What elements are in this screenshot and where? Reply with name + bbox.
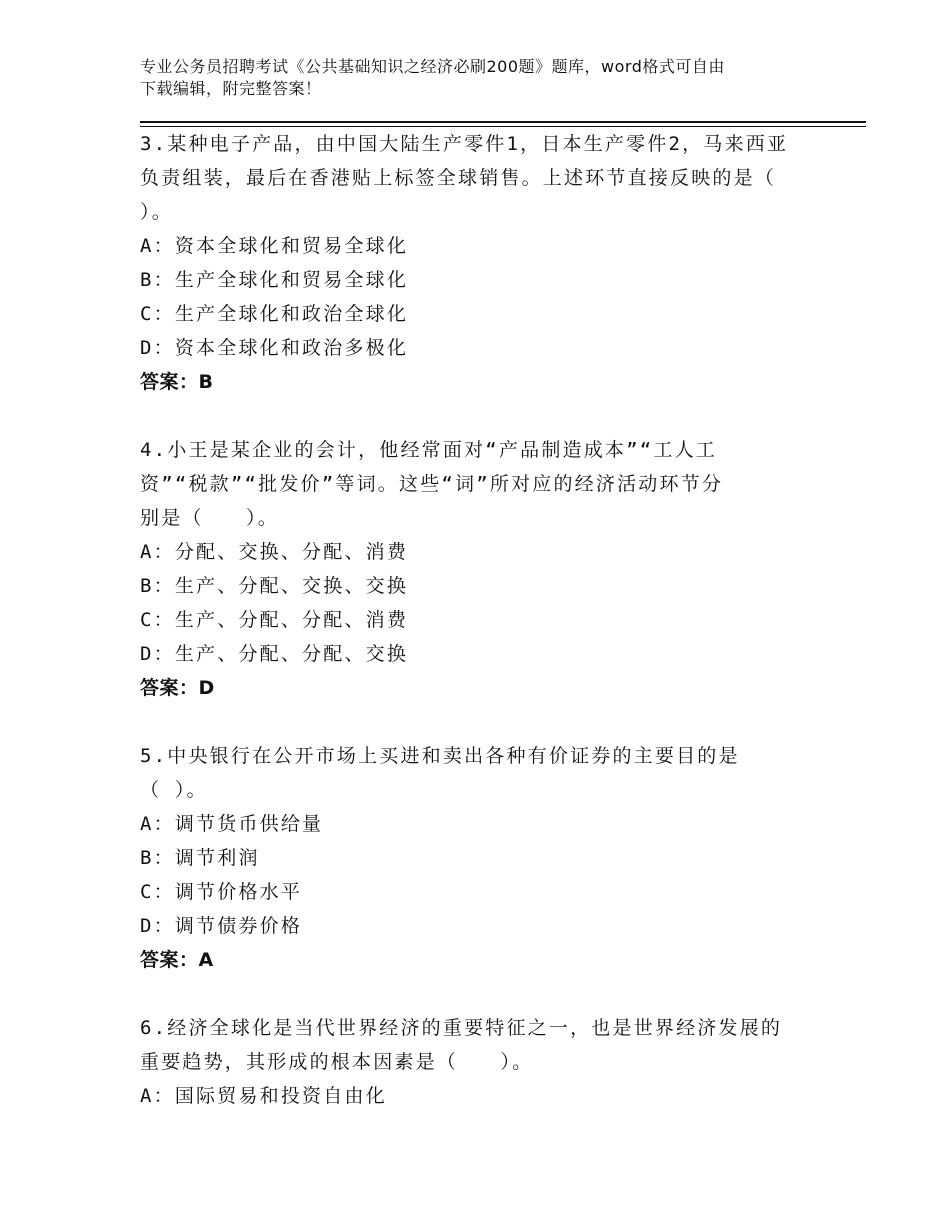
- document-header: [140, 56, 810, 100]
- question-5: [140, 739, 810, 977]
- header-line: 专业公务员招聘考试《公共基础知识之经济必刷200题》题库，word格式可自由: [140, 57, 725, 76]
- option-a: A：资本全球化和贸易全球化: [140, 235, 409, 257]
- stem-line: 5.中央银行在公开市场上买进和卖出各种有价证券的主要目的是: [140, 745, 740, 767]
- stem-line: 别是（ ）。: [140, 507, 279, 529]
- header-line: 下载编辑，附完整答案！: [140, 79, 322, 98]
- answer-label: 答案：B: [140, 371, 214, 393]
- option-c: C：生产全球化和政治全球化: [140, 303, 409, 325]
- option-a: A：分配、交换、分配、消费: [140, 541, 409, 563]
- option-d: D：生产、分配、分配、交换: [140, 643, 409, 665]
- answer-label: 答案：D: [140, 677, 215, 699]
- question-stem: [140, 1011, 810, 1079]
- option-d: D：资本全球化和政治多极化: [140, 337, 409, 359]
- option-d: D：调节债券价格: [140, 915, 303, 937]
- header-divider: [140, 121, 866, 123]
- stem-line: 4.小王是某企业的会计，他经常面对“产品制造成本”“工人工: [140, 439, 717, 461]
- option-b: B：生产、分配、交换、交换: [140, 575, 409, 597]
- question-4: [140, 433, 810, 705]
- question-stem: [140, 433, 810, 535]
- stem-line: 资”“税款”“批发价”等词。这些“词”所对应的经济活动环节分: [140, 473, 724, 495]
- option-c: C：生产、分配、分配、消费: [140, 609, 409, 631]
- question-6: [140, 1011, 810, 1113]
- question-list: [140, 127, 810, 1147]
- option-a: A：国际贸易和投资自由化: [140, 1085, 387, 1107]
- question-stem: [140, 127, 810, 229]
- question-stem: [140, 739, 810, 807]
- option-a: A：调节货币供给量: [140, 813, 324, 835]
- question-3: [140, 127, 810, 399]
- option-c: C：调节价格水平: [140, 881, 303, 903]
- stem-line: 6.经济全球化是当代世界经济的重要特征之一，也是世界经济发展的: [140, 1017, 783, 1039]
- stem-line: 重要趋势，其形成的根本因素是（ ）。: [140, 1051, 534, 1073]
- stem-line: （ ）。: [140, 779, 208, 801]
- answer-label: 答案：A: [140, 949, 214, 971]
- stem-line: ）。: [140, 201, 173, 223]
- stem-line: 3.某种电子产品，由中国大陆生产零件1，日本生产零件2，马来西亚: [140, 133, 789, 155]
- option-b: B：调节利润: [140, 847, 260, 869]
- option-b: B：生产全球化和贸易全球化: [140, 269, 409, 291]
- stem-line: 负责组装，最后在香港贴上标签全球销售。上述环节直接反映的是（: [140, 167, 777, 189]
